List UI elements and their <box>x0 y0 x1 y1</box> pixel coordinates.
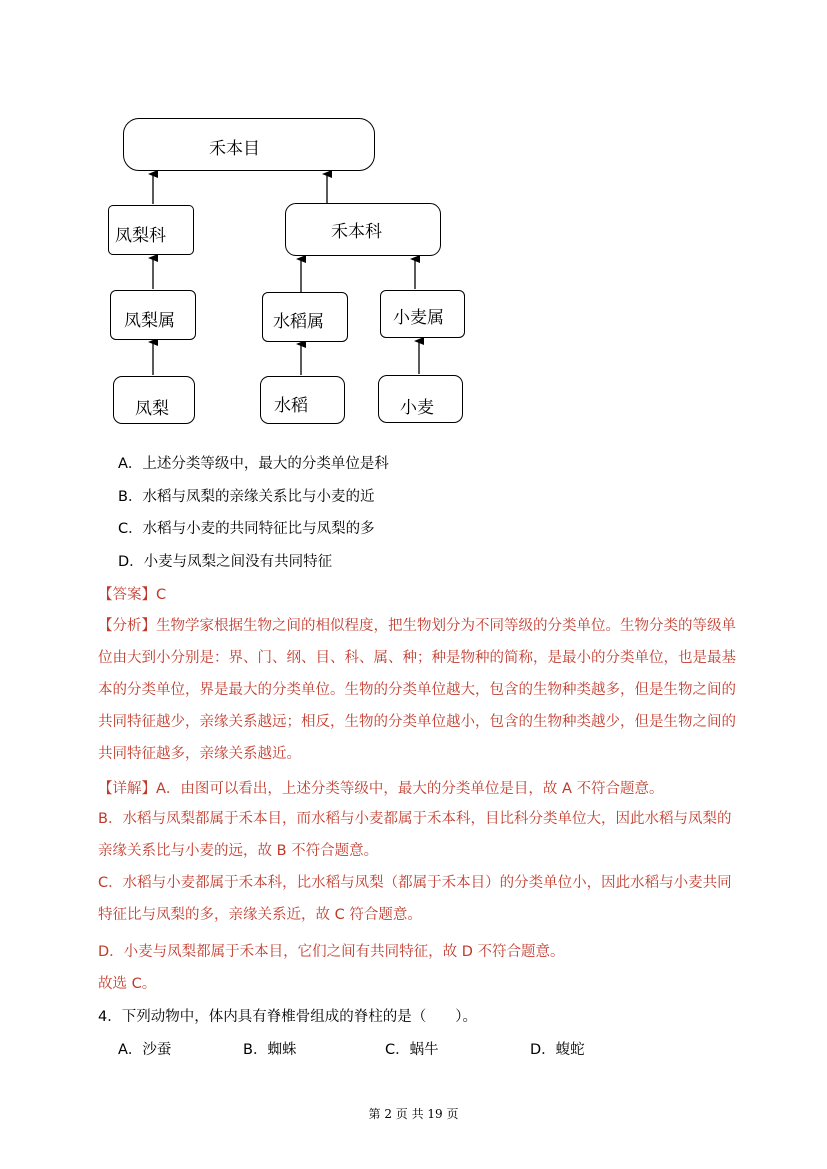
family-left-box <box>108 205 194 255</box>
species-rice-label: 水稻 <box>274 396 308 416</box>
genus-pineapple-box <box>110 290 196 340</box>
genus-wheat-label: 小麦属 <box>393 308 444 328</box>
species-pineapple-label: 凤梨 <box>135 399 169 419</box>
question4-option-b: B．蜘蛛 <box>243 1042 297 1058</box>
option-d: D．小麦与凤梨之间没有共同特征 <box>118 554 333 570</box>
genus-rice-box <box>262 292 348 342</box>
analysis-paragraph: 【分析】生物学家根据生物之间的相似程度，把生物划分为不同等级的分类单位。生物分类的等级单位由大到小分别是：界、门、纲、目、科、属、种；种是物种的简称，是最小的分类单位，也是最基本的分类单位，界是最大的分类单位。生物的分类单位越大，包含的生物种类越多，但是生物之间的共同特征越少，亲缘关系越远；相反，生物的分类单位越小，包含的生物种类越少，但是生物之间的共同特征越多，亲缘关系越近。 <box>98 618 736 762</box>
page-footer: 第 2 页 共 19 页 <box>368 1107 459 1121</box>
answer: 【答案】C <box>98 587 167 603</box>
species-wheat-box <box>378 375 463 423</box>
detail-d: D．小麦与凤梨都属于禾本目，它们之间有共同特征，故 D 不符合题意。 <box>98 944 565 960</box>
family-right-box <box>285 203 441 256</box>
option-b: B．水稻与凤梨的亲缘关系比与小麦的近 <box>118 489 375 505</box>
order-box <box>123 118 375 171</box>
option-c: C．水稻与小麦的共同特征比与凤梨的多 <box>118 521 375 537</box>
question4-option-c: C．蜗牛 <box>385 1042 439 1058</box>
family-right-label: 禾本科 <box>331 222 382 242</box>
question4-option-a: A．沙蚕 <box>118 1042 172 1058</box>
order-label: 禾本目 <box>209 139 260 159</box>
species-wheat-label: 小麦 <box>400 398 434 418</box>
family-left-label: 凤梨科 <box>115 226 166 246</box>
genus-rice-label: 水稻属 <box>273 312 324 332</box>
conclusion: 故选 C。 <box>98 976 157 992</box>
detail-b: B．水稻与凤梨都属于禾本目，而水稻与小麦都属于禾本科，目比科分类单位大，因此水稻与凤梨的亲缘关系比与小麦的远，故 B 不符合题意。 <box>98 811 732 859</box>
species-rice-box <box>260 376 345 424</box>
genus-wheat-box <box>380 290 465 338</box>
detail-c: C．水稻与小麦都属于禾本科，比水稻与凤梨（都属于禾本目）的分类单位小，因此水稻与小麦共同特征比与凤梨的多，亲缘关系近，故 C 符合题意。 <box>98 875 732 923</box>
genus-pineapple-label: 凤梨属 <box>124 311 175 331</box>
species-pineapple-box <box>113 376 195 424</box>
option-a: A．上述分类等级中，最大的分类单位是科 <box>118 456 389 472</box>
detail-a: 【详解】A．由图可以看出，上述分类等级中，最大的分类单位是目，故 A 不符合题意。 <box>98 781 664 797</box>
question4-stem: 4．下列动物中，体内具有脊椎骨组成的脊柱的是（ ）。 <box>98 1009 477 1025</box>
question4-option-d: D．蝮蛇 <box>530 1042 585 1058</box>
